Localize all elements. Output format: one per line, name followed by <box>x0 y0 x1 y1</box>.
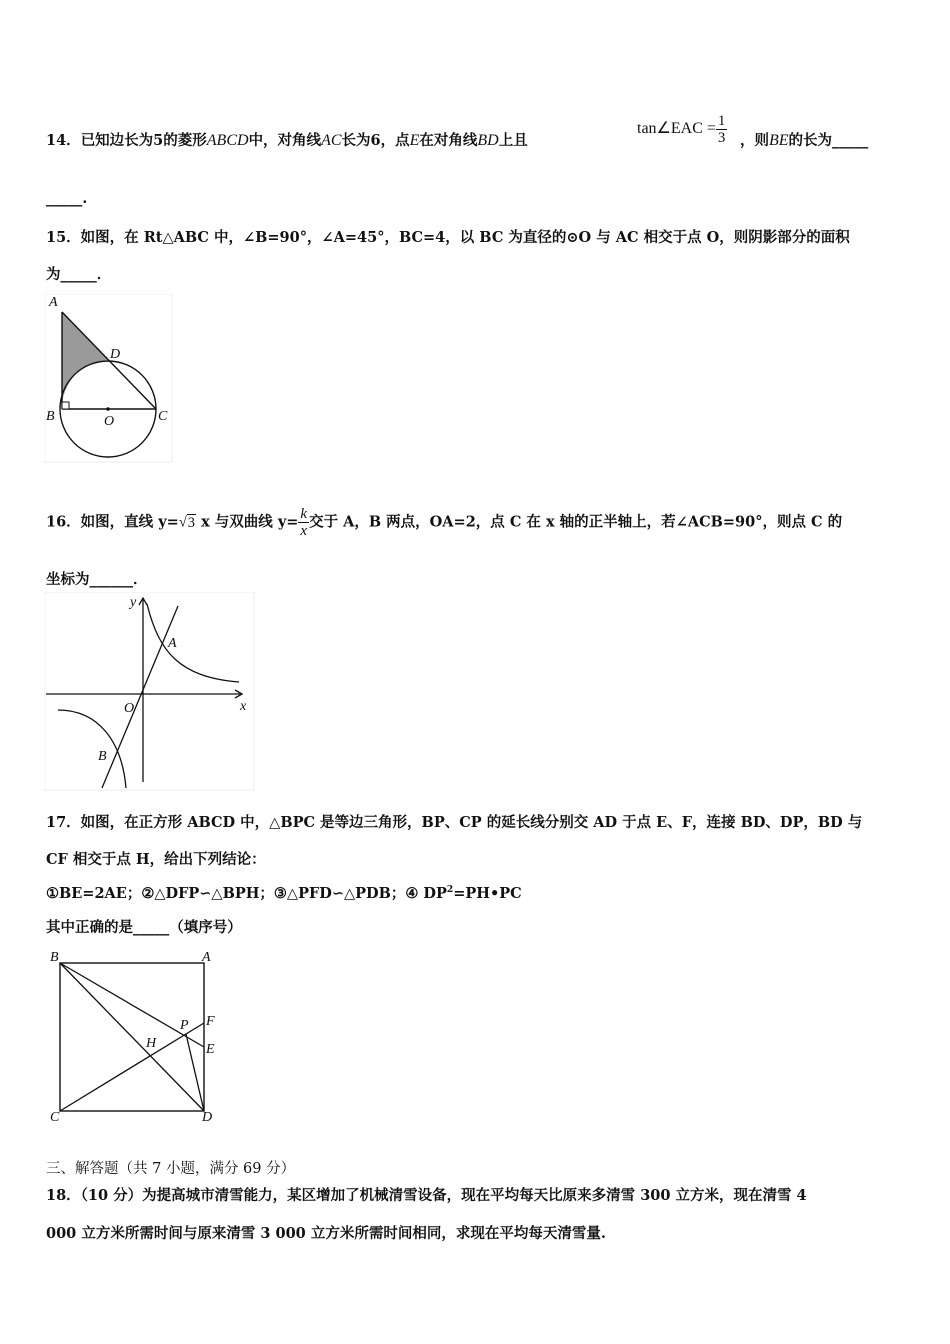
q14-text: 中，对角线 <box>248 132 322 149</box>
q14-text: 已知边长为5的菱形 <box>80 132 207 149</box>
q14-fraction-numerator: 1 <box>717 113 726 129</box>
q15-label-d: D <box>110 347 121 362</box>
q14-fraction <box>716 113 728 146</box>
q16-figure <box>44 592 256 792</box>
q17-line2: CF 相交于点 H，给出下列结论： <box>46 851 266 868</box>
q14-text: ，则 <box>740 132 769 149</box>
q14-be: BE <box>769 132 789 149</box>
q14-ac: AC <box>321 132 342 149</box>
q17-diagonal-bd <box>60 963 204 1111</box>
q17-exponent: 2 <box>446 885 454 896</box>
q17-label-f: F <box>206 1014 215 1029</box>
q14-e: E <box>409 132 420 149</box>
q15-figure <box>44 294 174 464</box>
q16-text: x 与双曲线 y= <box>196 513 299 531</box>
q18-line1: 18．（10 分）为提高城市清雪能力，某区增加了机械清雪设备，现在平均每天比原来多清雪 300 立方米，现在清雪 4 <box>46 1187 807 1204</box>
q16-text: 交于 A，B 两点，OA=2，点 C 在 x 轴的正半轴上，若∠ACB=90°，则点 C 的 <box>309 513 843 531</box>
q16-fraction <box>298 506 309 539</box>
q14-text: 的长为_____ <box>788 132 869 149</box>
q16-sqrt: √3 <box>178 514 196 531</box>
q15-label-a: A <box>49 295 58 310</box>
q14-fraction-denominator: 3 <box>717 130 726 146</box>
q15-shaded-region <box>62 312 108 409</box>
q17-label-c: C <box>50 1110 60 1125</box>
q17-line-be <box>60 963 204 1047</box>
q14-line1-end <box>740 129 868 150</box>
q15-label-b: B <box>46 409 55 424</box>
q14-text: 上且 <box>498 132 528 149</box>
q15-label-o: O <box>104 414 115 429</box>
q16-hyperbola-branch-2 <box>58 710 126 788</box>
q14-tan-expression <box>637 113 727 146</box>
q14-number: 14． <box>46 132 81 149</box>
q17-label-p: P <box>180 1018 189 1033</box>
q15-label-c: C <box>158 409 168 424</box>
q17-line3 <box>46 882 522 903</box>
q17-line4: 其中正确的是_____（填序号） <box>46 919 242 936</box>
q17-conclusions-end: =PH•PC <box>453 885 522 902</box>
q14-tan-label: tan∠EAC = <box>637 120 716 138</box>
q14-line1 <box>46 129 528 150</box>
q16-label-o: O <box>124 701 135 716</box>
q16-figure-border <box>44 592 254 790</box>
q17-label-h: H <box>146 1036 157 1051</box>
q16-label-b: B <box>98 749 107 764</box>
q16-hyperbola-branch-1 <box>147 604 239 682</box>
q17-label-a: A <box>202 950 211 965</box>
q15-line1: 15．如图，在 Rt△ABC 中，∠B=90°，∠A=45°，BC=4，以 BC 为直径的⊙O 与 AC 相交于点 O，则阴影部分的面积 <box>46 229 850 246</box>
q16-label-a: A <box>168 636 177 651</box>
q17-label-e: E <box>206 1042 215 1057</box>
q14-bd: BD <box>477 132 499 149</box>
q16-label-y: y <box>130 595 137 610</box>
section3-title: 三、解答题（共 7 小题，满分 69 分） <box>46 1161 296 1177</box>
q16-line2: 坐标为______． <box>46 571 148 588</box>
q17-line1: 17．如图，在正方形 ABCD 中，△BPC 是等边三角形，BP、CP 的延长线分别交 AD 于点 E、F，连接 BD、DP，BD 与 <box>46 814 863 831</box>
q16-label-x: x <box>240 699 247 714</box>
q17-figure <box>44 943 224 1127</box>
q15-center-point <box>106 407 110 411</box>
q16-sqrt-value: 3 <box>187 514 196 531</box>
q15-line2: 为_____． <box>46 266 112 283</box>
q14-abcd: ABCD <box>206 132 249 149</box>
q14-text: 长为6，点 <box>341 132 410 149</box>
q14-line2: _____. <box>46 190 88 207</box>
q14-text: 在对角线 <box>419 132 478 149</box>
q15-right-angle-mark <box>62 402 69 409</box>
q17-label-d: D <box>202 1110 213 1125</box>
q16-fraction-x: x <box>300 523 308 539</box>
q16-line1 <box>46 506 842 539</box>
q17-label-b: B <box>50 950 59 965</box>
q16-line <box>102 606 178 788</box>
q17-conclusions: ①BE=2AE；②△DFP∽△BPH；③△PFD∽△PDB；④ DP <box>46 885 447 902</box>
q16-text: 16．如图，直线 y= <box>46 513 179 531</box>
q16-fraction-k: k <box>300 506 308 522</box>
q18-line2: 000 立方米所需时间与原来清雪 3 000 立方米所需时间相同，求现在平均每天清雪量. <box>46 1225 606 1242</box>
